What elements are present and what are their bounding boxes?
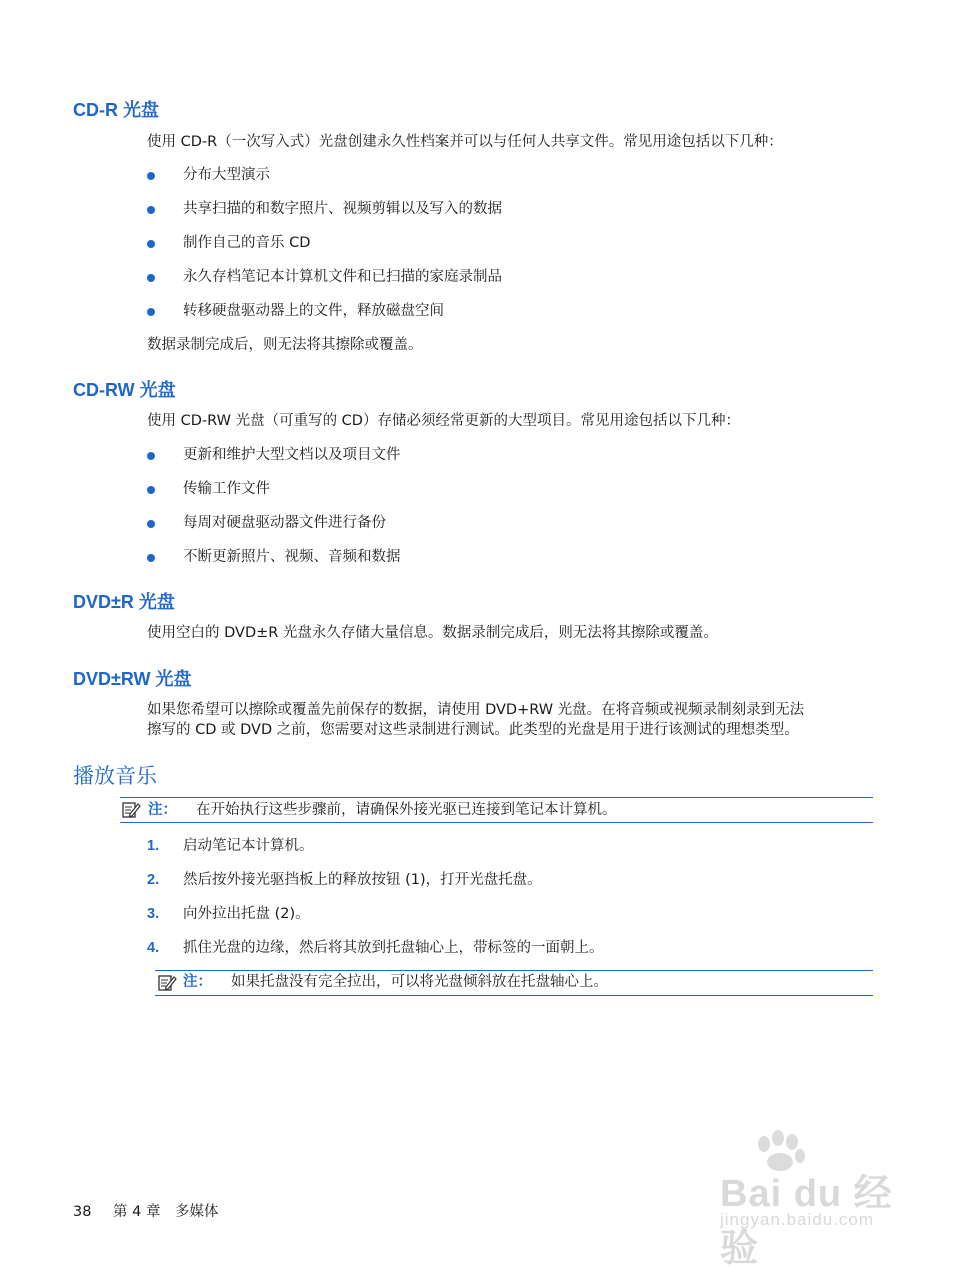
cd-r-intro: 使用 CD-R（一次写入式）光盘创建永久性档案并可以与任何人共享文件。常见用途包括以下几种： [147,134,783,150]
heading-play-music: 播放音乐 [73,764,157,788]
bullet-icon [147,520,155,528]
bullet-icon [147,308,155,316]
dvd-r-body: 使用空白的 DVD±R 光盘永久存储大量信息。数据录制完成后，则无法将其擦除或覆盖。 [147,625,718,641]
note-label: 注： [148,802,177,818]
list-item: 共享扫描的和数字照片、视频剪辑以及写入的数据 [183,201,502,217]
note-label: 注： [183,974,212,990]
bullet-icon [147,486,155,494]
bullet-icon [147,172,155,180]
note-icon [157,973,177,993]
note-rule-top [120,797,873,798]
list-item: 永久存档笔记本计算机文件和已扫描的家庭录制品 [183,269,502,285]
note-icon [121,800,141,820]
heading-dvd-r: DVD±R 光盘 [73,592,175,612]
watermark-url: jingyan.baidu.com [720,1210,875,1229]
dvd-rw-body-line1: 如果您希望可以擦除或覆盖先前保存的数据，请使用 DVD+RW 光盘。在将音频或视频录制刻录到无法 [147,702,805,718]
list-item: 分布大型演示 [183,167,270,183]
bullet-icon [147,554,155,562]
cd-rw-intro: 使用 CD-RW 光盘（可重写的 CD）存储必须经常更新的大型项目。常见用途包括以下几种： [147,413,740,429]
list-item: 制作自己的音乐 CD [183,235,311,251]
list-item: 不断更新照片、视频、音频和数据 [183,549,401,565]
page-number: 38 [73,1204,92,1220]
step-text: 向外拉出托盘 (2)。 [183,906,310,922]
step-text: 然后按外接光驱挡板上的释放按钮 (1)，打开光盘托盘。 [183,872,542,888]
chapter-title: 多媒体 [175,1204,219,1220]
note-text: 在开始执行这些步骤前，请确保外接光驱已连接到笔记本计算机。 [196,802,617,818]
step-text: 抓住光盘的边缘，然后将其放到托盘轴心上，带标签的一面朝上。 [183,940,604,956]
step-text: 启动笔记本计算机。 [183,838,314,854]
list-item: 传输工作文件 [183,481,270,497]
list-item: 每周对硬盘驱动器文件进行备份 [183,515,386,531]
chapter-label: 第 4 章 [113,1204,161,1220]
heading-cd-rw: CD-RW 光盘 [73,380,176,400]
bullet-icon [147,274,155,282]
step-number: 1. [147,838,160,854]
watermark-logo: Bai du 经验 [720,1173,893,1270]
step-number: 3. [147,906,160,922]
bullet-icon [147,206,155,214]
heading-dvd-rw: DVD±RW 光盘 [73,669,192,689]
step-number: 2. [147,872,160,888]
cd-r-outro: 数据录制完成后，则无法将其擦除或覆盖。 [147,337,423,353]
note-rule-bottom [120,822,873,823]
bullet-icon [147,452,155,460]
note-rule-bottom [155,995,873,996]
baidu-watermark [680,1128,910,1270]
list-item: 转移硬盘驱动器上的文件，释放磁盘空间 [183,303,444,319]
bullet-icon [147,240,155,248]
list-item: 更新和维护大型文档以及项目文件 [183,447,401,463]
note-text: 如果托盘没有完全拉出，可以将光盘倾斜放在托盘轴心上。 [231,974,608,990]
step-number: 4. [147,940,160,956]
note-rule-top [155,970,873,971]
heading-cd-r: CD-R 光盘 [73,100,159,120]
dvd-rw-body-line2: 擦写的 CD 或 DVD 之前，您需要对这些录制进行测试。此类型的光盘是用于进行该测试的理想类型。 [147,722,799,738]
